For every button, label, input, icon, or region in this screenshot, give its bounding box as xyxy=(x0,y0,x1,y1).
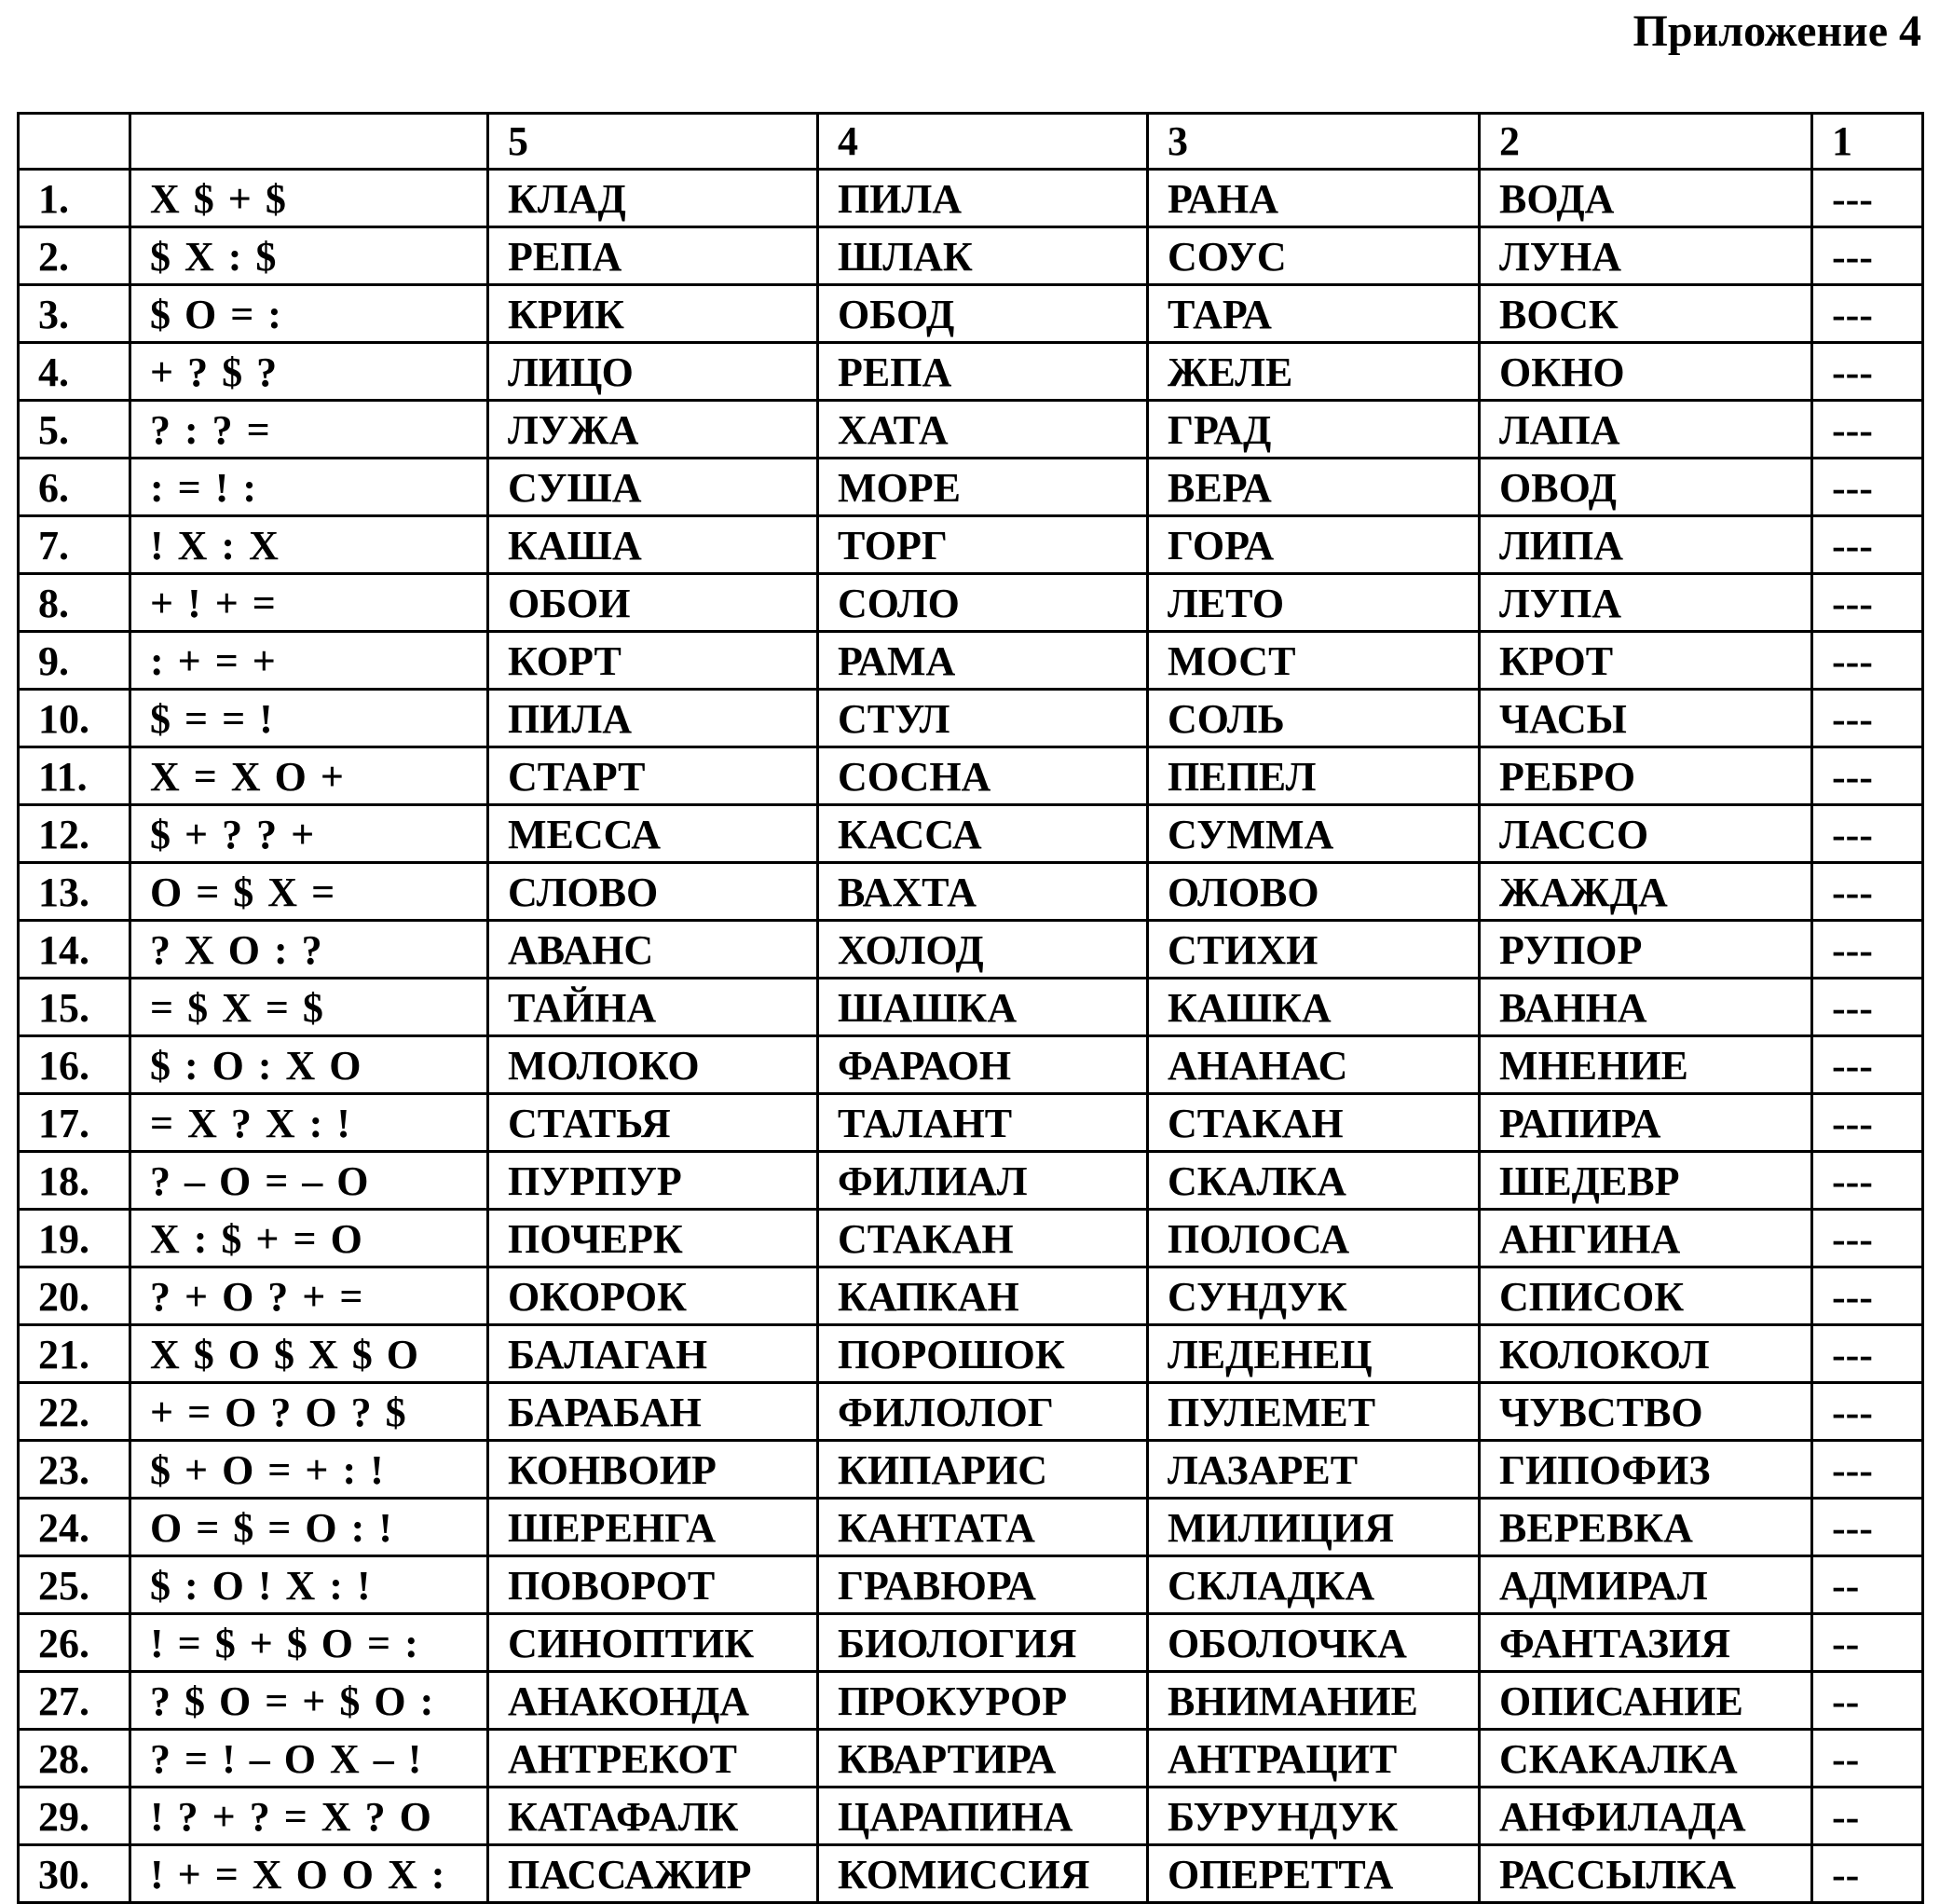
symbol-sequence: : + = + xyxy=(130,632,488,690)
word-col-5: СТАРТ xyxy=(488,747,818,805)
symbol-sequence: $ O = : xyxy=(130,285,488,343)
word-col-4: КАПКАН xyxy=(818,1267,1148,1325)
table-row xyxy=(19,285,1923,343)
dash-col-1: --- xyxy=(1812,747,1923,805)
word-col-2: ЧАСЫ xyxy=(1480,690,1812,747)
word-col-2: ВАННА xyxy=(1480,979,1812,1036)
word-col-2: ШЕДЕВР xyxy=(1480,1152,1812,1210)
word-col-2: КОЛОКОЛ xyxy=(1480,1325,1812,1383)
dash-col-1: --- xyxy=(1812,1152,1923,1210)
word-col-2: МНЕНИЕ xyxy=(1480,1036,1812,1094)
word-col-5: ТАЙНА xyxy=(488,979,818,1036)
dash-col-1: --- xyxy=(1812,459,1923,516)
word-col-3: АНТРАЦИТ xyxy=(1148,1730,1480,1788)
word-col-4: ХОЛОД xyxy=(818,921,1148,979)
word-col-3: ЛЕДЕНЕЦ xyxy=(1148,1325,1480,1383)
symbol-sequence: ! ? + ? = X ? O xyxy=(130,1788,488,1845)
symbol-sequence: X = X O + xyxy=(130,747,488,805)
word-col-5: КЛАД xyxy=(488,170,818,227)
word-col-2: ФАНТАЗИЯ xyxy=(1480,1614,1812,1672)
word-col-3: АНАНАС xyxy=(1148,1036,1480,1094)
header-cell-3: 3 xyxy=(1148,114,1480,170)
table-row xyxy=(19,1383,1923,1441)
symbol-sequence: $ = = ! xyxy=(130,690,488,747)
table-row xyxy=(19,574,1923,632)
table-row xyxy=(19,1441,1923,1499)
word-col-5: СЛОВО xyxy=(488,863,818,921)
header-cell-1: 1 xyxy=(1812,114,1923,170)
dash-col-1: -- xyxy=(1812,1730,1923,1788)
dash-col-1: --- xyxy=(1812,170,1923,227)
appendix-title: Приложение 4 xyxy=(1633,7,1921,56)
row-number: 2. xyxy=(19,227,130,285)
row-number: 17. xyxy=(19,1094,130,1152)
symbol-sequence: $ + O = + : ! xyxy=(130,1441,488,1499)
symbol-sequence: ? + O ? + = xyxy=(130,1267,488,1325)
symbol-sequence: ? $ O = + $ O : xyxy=(130,1672,488,1730)
row-number: 12. xyxy=(19,805,130,863)
dash-col-1: --- xyxy=(1812,401,1923,459)
dash-col-1: -- xyxy=(1812,1556,1923,1614)
header-cell-symbols xyxy=(130,114,488,170)
word-col-4: СТУЛ xyxy=(818,690,1148,747)
word-col-4: ТОРГ xyxy=(818,516,1148,574)
word-col-5: АНАКОНДА xyxy=(488,1672,818,1730)
word-col-2: РУПОР xyxy=(1480,921,1812,979)
symbol-sequence: = X ? X : ! xyxy=(130,1094,488,1152)
dash-col-1: --- xyxy=(1812,1383,1923,1441)
word-col-3: БУРУНДУК xyxy=(1148,1788,1480,1845)
word-col-4: ВАХТА xyxy=(818,863,1148,921)
word-col-3: СКАЛКА xyxy=(1148,1152,1480,1210)
word-col-5: ОКОРОК xyxy=(488,1267,818,1325)
table-row xyxy=(19,1672,1923,1730)
word-col-3: ВЕРА xyxy=(1148,459,1480,516)
header-cell-5: 5 xyxy=(488,114,818,170)
word-col-4: ПИЛА xyxy=(818,170,1148,227)
dash-col-1: --- xyxy=(1812,516,1923,574)
table-row xyxy=(19,1556,1923,1614)
dash-col-1: --- xyxy=(1812,921,1923,979)
symbol-sequence: ! X : X xyxy=(130,516,488,574)
table-row xyxy=(19,747,1923,805)
table-row xyxy=(19,1325,1923,1383)
word-col-4: ШЛАК xyxy=(818,227,1148,285)
symbol-sequence: = $ X = $ xyxy=(130,979,488,1036)
symbol-sequence: : = ! : xyxy=(130,459,488,516)
row-number: 5. xyxy=(19,401,130,459)
word-col-3: ВНИМАНИЕ xyxy=(1148,1672,1480,1730)
row-number: 28. xyxy=(19,1730,130,1788)
word-col-2: АНГИНА xyxy=(1480,1210,1812,1267)
word-col-3: КАШКА xyxy=(1148,979,1480,1036)
word-col-5: ПОЧЕРК xyxy=(488,1210,818,1267)
word-col-5: МЕССА xyxy=(488,805,818,863)
dash-col-1: -- xyxy=(1812,1672,1923,1730)
symbol-sequence: $ : O ! X : ! xyxy=(130,1556,488,1614)
word-col-5: АНТРЕКОТ xyxy=(488,1730,818,1788)
word-col-2: ГИПОФИЗ xyxy=(1480,1441,1812,1499)
dash-col-1: --- xyxy=(1812,1267,1923,1325)
table-row xyxy=(19,401,1923,459)
word-col-5: РЕПА xyxy=(488,227,818,285)
dash-col-1: --- xyxy=(1812,805,1923,863)
word-col-3: СТИХИ xyxy=(1148,921,1480,979)
dash-col-1: --- xyxy=(1812,574,1923,632)
word-col-4: ФИЛИАЛ xyxy=(818,1152,1148,1210)
word-col-5: КРИК xyxy=(488,285,818,343)
word-col-3: ТАРА xyxy=(1148,285,1480,343)
word-col-4: СОЛО xyxy=(818,574,1148,632)
row-number: 23. xyxy=(19,1441,130,1499)
word-col-3: СОЛЬ xyxy=(1148,690,1480,747)
symbol-sequence: $ X : $ xyxy=(130,227,488,285)
table-row xyxy=(19,979,1923,1036)
word-col-5: КАТАФАЛК xyxy=(488,1788,818,1845)
table-row xyxy=(19,1845,1923,1903)
word-col-2: ОКНО xyxy=(1480,343,1812,401)
word-col-3: ОБОЛОЧКА xyxy=(1148,1614,1480,1672)
row-number: 27. xyxy=(19,1672,130,1730)
word-col-5: ПУРПУР xyxy=(488,1152,818,1210)
word-col-4: ОБОД xyxy=(818,285,1148,343)
table-row xyxy=(19,170,1923,227)
word-col-4: КВАРТИРА xyxy=(818,1730,1148,1788)
symbol-sequence: ? : ? = xyxy=(130,401,488,459)
word-col-3: ОЛОВО xyxy=(1148,863,1480,921)
dash-col-1: --- xyxy=(1812,690,1923,747)
row-number: 30. xyxy=(19,1845,130,1903)
word-col-3: ОПЕРЕТТА xyxy=(1148,1845,1480,1903)
word-col-2: АНФИЛАДА xyxy=(1480,1788,1812,1845)
word-col-5: ЛУЖА xyxy=(488,401,818,459)
table-row xyxy=(19,1788,1923,1845)
word-col-5: ЛИЦО xyxy=(488,343,818,401)
word-col-2: СКАКАЛКА xyxy=(1480,1730,1812,1788)
row-number: 19. xyxy=(19,1210,130,1267)
word-col-2: ОПИСАНИЕ xyxy=(1480,1672,1812,1730)
dash-col-1: -- xyxy=(1812,1845,1923,1903)
word-col-2: ЛАССО xyxy=(1480,805,1812,863)
word-col-5: АВАНС xyxy=(488,921,818,979)
word-col-4: РАМА xyxy=(818,632,1148,690)
word-col-5: КОНВОИР xyxy=(488,1441,818,1499)
word-col-3: ЛАЗАРЕТ xyxy=(1148,1441,1480,1499)
table-row xyxy=(19,1036,1923,1094)
table-row xyxy=(19,459,1923,516)
table-row xyxy=(19,1152,1923,1210)
symbol-sequence: + ? $ ? xyxy=(130,343,488,401)
table-row xyxy=(19,805,1923,863)
dash-col-1: -- xyxy=(1812,1614,1923,1672)
table-row xyxy=(19,227,1923,285)
word-col-4: СОСНА xyxy=(818,747,1148,805)
word-col-2: РАПИРА xyxy=(1480,1094,1812,1152)
word-col-4: БИОЛОГИЯ xyxy=(818,1614,1148,1672)
word-col-5: СИНОПТИК xyxy=(488,1614,818,1672)
row-number: 11. xyxy=(19,747,130,805)
symbol-sequence: + ! + = xyxy=(130,574,488,632)
table-header-row xyxy=(19,114,1923,170)
word-col-5: БАРАБАН xyxy=(488,1383,818,1441)
word-col-2: ЧУВСТВО xyxy=(1480,1383,1812,1441)
word-col-2: РЕБРО xyxy=(1480,747,1812,805)
word-col-4: КОМИССИЯ xyxy=(818,1845,1148,1903)
row-number: 24. xyxy=(19,1499,130,1556)
dash-col-1: --- xyxy=(1812,1499,1923,1556)
row-number: 9. xyxy=(19,632,130,690)
word-col-3: СКЛАДКА xyxy=(1148,1556,1480,1614)
row-number: 25. xyxy=(19,1556,130,1614)
row-number: 7. xyxy=(19,516,130,574)
symbol-sequence: X $ + $ xyxy=(130,170,488,227)
row-number: 16. xyxy=(19,1036,130,1094)
row-number: 10. xyxy=(19,690,130,747)
symbol-sequence: ? = ! – O X – ! xyxy=(130,1730,488,1788)
table-row xyxy=(19,1730,1923,1788)
symbol-sequence: X : $ + = O xyxy=(130,1210,488,1267)
word-col-5: ШЕРЕНГА xyxy=(488,1499,818,1556)
word-col-3: ПУЛЕМЕТ xyxy=(1148,1383,1480,1441)
word-col-2: ВОСК xyxy=(1480,285,1812,343)
word-col-3: МОСТ xyxy=(1148,632,1480,690)
row-number: 6. xyxy=(19,459,130,516)
word-col-4: РЕПА xyxy=(818,343,1148,401)
word-col-4: КАССА xyxy=(818,805,1148,863)
table-row xyxy=(19,632,1923,690)
symbol-sequence: ! + = X O O X : xyxy=(130,1845,488,1903)
word-col-5: МОЛОКО xyxy=(488,1036,818,1094)
word-col-2: ОВОД xyxy=(1480,459,1812,516)
table-row xyxy=(19,1210,1923,1267)
word-col-4: ШАШКА xyxy=(818,979,1148,1036)
word-col-4: ПОРОШОК xyxy=(818,1325,1148,1383)
word-col-4: ТАЛАНТ xyxy=(818,1094,1148,1152)
dash-col-1: --- xyxy=(1812,979,1923,1036)
row-number: 8. xyxy=(19,574,130,632)
word-col-3: ЛЕТО xyxy=(1148,574,1480,632)
word-col-2: ЛУНА xyxy=(1480,227,1812,285)
word-col-5: ОБОИ xyxy=(488,574,818,632)
word-col-2: ЛИПА xyxy=(1480,516,1812,574)
word-col-3: ПОЛОСА xyxy=(1148,1210,1480,1267)
word-col-2: ЖАЖДА xyxy=(1480,863,1812,921)
word-col-5: БАЛАГАН xyxy=(488,1325,818,1383)
table-row xyxy=(19,690,1923,747)
word-col-5: СТАТЬЯ xyxy=(488,1094,818,1152)
row-number: 13. xyxy=(19,863,130,921)
word-col-3: МИЛИЦИЯ xyxy=(1148,1499,1480,1556)
dash-col-1: -- xyxy=(1812,1788,1923,1845)
word-col-4: ХАТА xyxy=(818,401,1148,459)
symbol-sequence: $ + ? ? + xyxy=(130,805,488,863)
symbol-sequence: ? X O : ? xyxy=(130,921,488,979)
word-table xyxy=(17,112,1924,1904)
word-col-2: ВОДА xyxy=(1480,170,1812,227)
table-row xyxy=(19,1614,1923,1672)
word-col-5: ПАССАЖИР xyxy=(488,1845,818,1903)
row-number: 29. xyxy=(19,1788,130,1845)
word-col-2: КРОТ xyxy=(1480,632,1812,690)
word-col-4: ЦАРАПИНА xyxy=(818,1788,1148,1845)
word-col-3: ГОРА xyxy=(1148,516,1480,574)
header-cell-2: 2 xyxy=(1480,114,1812,170)
word-col-2: ВЕРЕВКА xyxy=(1480,1499,1812,1556)
word-col-3: ЖЕЛЕ xyxy=(1148,343,1480,401)
word-col-4: ФИЛОЛОГ xyxy=(818,1383,1148,1441)
word-col-2: ЛУПА xyxy=(1480,574,1812,632)
dash-col-1: --- xyxy=(1812,632,1923,690)
table-row xyxy=(19,1094,1923,1152)
row-number: 4. xyxy=(19,343,130,401)
table-row xyxy=(19,516,1923,574)
word-col-3: СУММА xyxy=(1148,805,1480,863)
dash-col-1: --- xyxy=(1812,1441,1923,1499)
word-col-5: КОРТ xyxy=(488,632,818,690)
row-number: 26. xyxy=(19,1614,130,1672)
row-number: 21. xyxy=(19,1325,130,1383)
dash-col-1: --- xyxy=(1812,863,1923,921)
word-col-3: СУНДУК xyxy=(1148,1267,1480,1325)
word-col-5: СУША xyxy=(488,459,818,516)
word-col-2: АДМИРАЛ xyxy=(1480,1556,1812,1614)
word-col-3: ПЕПЕЛ xyxy=(1148,747,1480,805)
row-number: 18. xyxy=(19,1152,130,1210)
symbol-sequence: + = O ? O ? $ xyxy=(130,1383,488,1441)
table-row xyxy=(19,1267,1923,1325)
table-body xyxy=(19,170,1923,1903)
row-number: 1. xyxy=(19,170,130,227)
word-col-3: ГРАД xyxy=(1148,401,1480,459)
dash-col-1: --- xyxy=(1812,285,1923,343)
header-cell-number xyxy=(19,114,130,170)
dash-col-1: --- xyxy=(1812,1036,1923,1094)
word-col-4: КИПАРИС xyxy=(818,1441,1148,1499)
symbol-sequence: O = $ = O : ! xyxy=(130,1499,488,1556)
row-number: 15. xyxy=(19,979,130,1036)
table-row xyxy=(19,921,1923,979)
word-col-4: ГРАВЮРА xyxy=(818,1556,1148,1614)
word-col-2: ЛАПА xyxy=(1480,401,1812,459)
word-col-4: КАНТАТА xyxy=(818,1499,1148,1556)
row-number: 14. xyxy=(19,921,130,979)
dash-col-1: --- xyxy=(1812,1210,1923,1267)
header-cell-4: 4 xyxy=(818,114,1148,170)
symbol-sequence: X $ O $ X $ O xyxy=(130,1325,488,1383)
row-number: 20. xyxy=(19,1267,130,1325)
word-col-3: СОУС xyxy=(1148,227,1480,285)
row-number: 22. xyxy=(19,1383,130,1441)
word-col-5: КАША xyxy=(488,516,818,574)
word-col-3: РАНА xyxy=(1148,170,1480,227)
word-col-4: СТАКАН xyxy=(818,1210,1148,1267)
dash-col-1: --- xyxy=(1812,1094,1923,1152)
row-number: 3. xyxy=(19,285,130,343)
dash-col-1: --- xyxy=(1812,343,1923,401)
word-col-2: РАССЫЛКА xyxy=(1480,1845,1812,1903)
symbol-sequence: $ : O : X O xyxy=(130,1036,488,1094)
word-col-5: ПИЛА xyxy=(488,690,818,747)
table-row xyxy=(19,1499,1923,1556)
word-col-4: ФАРАОН xyxy=(818,1036,1148,1094)
table-row xyxy=(19,343,1923,401)
word-col-2: СПИСОК xyxy=(1480,1267,1812,1325)
dash-col-1: --- xyxy=(1812,1325,1923,1383)
word-col-3: СТАКАН xyxy=(1148,1094,1480,1152)
symbol-sequence: O = $ X = xyxy=(130,863,488,921)
word-col-4: МОРЕ xyxy=(818,459,1148,516)
symbol-sequence: ! = $ + $ O = : xyxy=(130,1614,488,1672)
symbol-sequence: ? – O = – O xyxy=(130,1152,488,1210)
table-row xyxy=(19,863,1923,921)
word-col-5: ПОВОРОТ xyxy=(488,1556,818,1614)
dash-col-1: --- xyxy=(1812,227,1923,285)
word-col-4: ПРОКУРОР xyxy=(818,1672,1148,1730)
